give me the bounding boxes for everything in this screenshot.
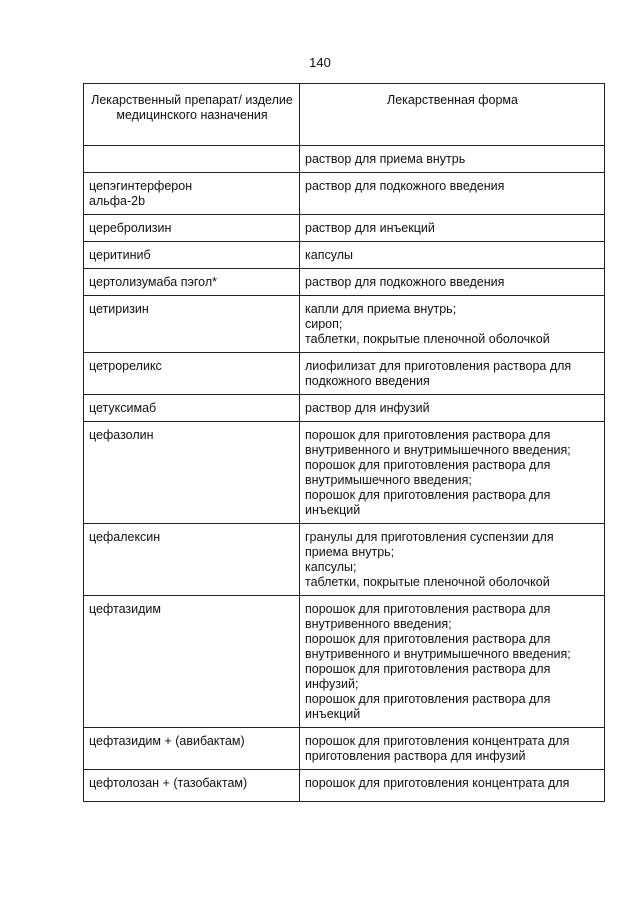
table-row xyxy=(84,395,605,422)
dosage-form-line: таблетки, покрытые пленочной оболочкой xyxy=(305,575,550,589)
dosage-form-line: внутривенного и внутримышечного введения; xyxy=(305,647,571,661)
dosage-form-line: внутривенного и внутримышечного введения; xyxy=(305,443,571,457)
table-row xyxy=(84,269,605,296)
table-row xyxy=(84,422,605,524)
dosage-form-line: приготовления раствора для инфузий xyxy=(305,749,526,763)
dosage-form-cell xyxy=(300,296,605,353)
table-row xyxy=(84,770,605,802)
dosage-form-line: порошок для приготовления концентрата для xyxy=(305,776,570,790)
dosage-form-cell xyxy=(300,596,605,728)
table-body xyxy=(84,146,605,802)
dosage-form-line: порошок для приготовления раствора для xyxy=(305,632,551,646)
table-row xyxy=(84,296,605,353)
drug-name-cell: цефазолин xyxy=(84,422,300,524)
table-row xyxy=(84,728,605,770)
dosage-form-line: порошок для приготовления раствора для xyxy=(305,428,551,442)
dosage-form-line: порошок для приготовления раствора для xyxy=(305,662,551,676)
drug-name-cell: церебролизин xyxy=(84,215,300,242)
drug-name-cell: цепэгинтерферон альфа-2b xyxy=(84,173,300,215)
drug-name-cell: цефалексин xyxy=(84,524,300,596)
dosage-form-cell xyxy=(300,395,605,422)
dosage-form-line: порошок для приготовления раствора для xyxy=(305,488,551,502)
table-row xyxy=(84,173,605,215)
dosage-form-cell xyxy=(300,353,605,395)
dosage-form-cell xyxy=(300,269,605,296)
dosage-form-cell xyxy=(300,242,605,269)
dosage-form-line: порошок для приготовления раствора для xyxy=(305,692,551,706)
drug-name-cell: церитиниб xyxy=(84,242,300,269)
header-drug: Лекарственный препарат/ изделие медицинского назначения xyxy=(84,84,300,146)
dosage-form-line: порошок для приготовления раствора для xyxy=(305,602,551,616)
dosage-form-line: приема внутрь; xyxy=(305,545,395,559)
dosage-form-cell xyxy=(300,728,605,770)
table-row xyxy=(84,596,605,728)
drug-name-cell: цефтазидим + (авибактам) xyxy=(84,728,300,770)
drug-name-cell: цертолизумаба пэгол* xyxy=(84,269,300,296)
table-row xyxy=(84,146,605,173)
dosage-form-cell xyxy=(300,146,605,173)
dosage-form-line: раствор для инъекций xyxy=(305,221,435,235)
table-row xyxy=(84,353,605,395)
dosage-form-line: порошок для приготовления раствора для xyxy=(305,458,551,472)
dosage-form-line: раствор для подкожного введения xyxy=(305,275,505,289)
header-form: Лекарственная форма xyxy=(300,84,605,146)
dosage-form-line: лиофилизат для приготовления раствора для xyxy=(305,359,572,373)
dosage-form-line: подкожного введения xyxy=(305,374,430,388)
dosage-form-line: порошок для приготовления концентрата для xyxy=(305,734,570,748)
dosage-form-line: раствор для инфузий xyxy=(305,401,430,415)
dosage-form-line: инфузий; xyxy=(305,677,359,691)
page-number: 140 xyxy=(309,55,331,70)
drug-name-cell: цефтазидим xyxy=(84,596,300,728)
table-row xyxy=(84,242,605,269)
dosage-form-cell xyxy=(300,422,605,524)
drug-name-cell: цефтолозан + (тазобактам) xyxy=(84,770,300,802)
dosage-form-line: гранулы для приготовления суспензии для xyxy=(305,530,554,544)
dosage-form-line: инъекций xyxy=(305,503,361,517)
dosage-form-line: инъекций xyxy=(305,707,361,721)
dosage-form-cell xyxy=(300,770,605,802)
dosage-form-line: внутримышечного введения; xyxy=(305,473,472,487)
dosage-form-line: капсулы xyxy=(305,248,353,262)
dosage-form-line: капсулы; xyxy=(305,560,357,574)
drug-name-cell xyxy=(84,146,300,173)
table-row xyxy=(84,524,605,596)
dosage-form-line: таблетки, покрытые пленочной оболочкой xyxy=(305,332,550,346)
dosage-form-line: раствор для приема внутрь xyxy=(305,152,466,166)
dosage-form-cell xyxy=(300,215,605,242)
dosage-form-cell xyxy=(300,173,605,215)
drug-name-cell: цетрореликс xyxy=(84,353,300,395)
drug-name-cell: цетуксимаб xyxy=(84,395,300,422)
dosage-form-line: раствор для подкожного введения xyxy=(305,179,505,193)
dosage-form-line: внутривенного введения; xyxy=(305,617,452,631)
dosage-form-line: сироп; xyxy=(305,317,343,331)
table-row xyxy=(84,215,605,242)
drug-name-cell: цетиризин xyxy=(84,296,300,353)
table-header-row xyxy=(84,84,605,146)
dosage-form-cell xyxy=(300,524,605,596)
drug-table xyxy=(83,83,605,802)
dosage-form-line: капли для приема внутрь; xyxy=(305,302,457,316)
